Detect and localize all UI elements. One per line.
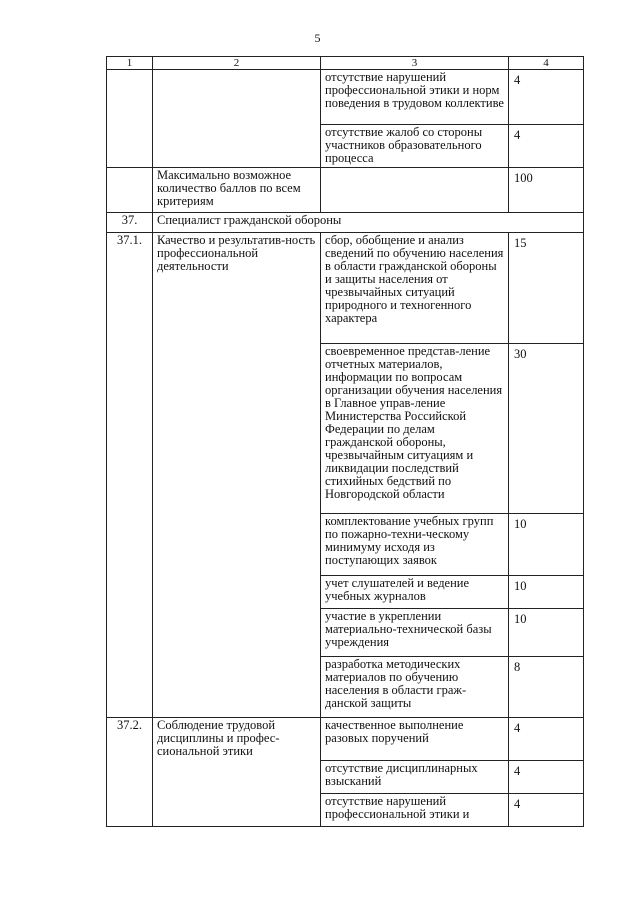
table-row <box>107 793 584 826</box>
cell-points: 4 <box>509 718 584 761</box>
cell-criterion <box>153 609 321 657</box>
cell-indicator: участие в укреплении материально-технической базы учреждения <box>321 609 509 657</box>
cell-criterion <box>153 657 321 718</box>
table-row <box>107 657 584 718</box>
cell-points: 15 <box>509 233 584 344</box>
cell-criterion: Максимально возможное количество баллов по всем критериям <box>153 168 321 213</box>
cell-indicator: разработка методических материалов по обучению населения в области граж-данской защиты <box>321 657 509 718</box>
cell-indicator <box>321 168 509 213</box>
cell-number <box>107 125 153 168</box>
table-row <box>107 125 584 168</box>
cell-points: 4 <box>509 70 584 125</box>
cell-number: 37.1. <box>107 233 153 344</box>
cell-number <box>107 609 153 657</box>
header-cell: 3 <box>321 57 509 70</box>
cell-criterion <box>153 125 321 168</box>
cell-indicator: учет слушателей и ведение учебных журналов <box>321 576 509 609</box>
cell-points: 4 <box>509 793 584 826</box>
cell-indicator: отсутствие дисциплинарных взысканий <box>321 760 509 793</box>
criteria-table <box>106 56 584 827</box>
cell-points: 10 <box>509 609 584 657</box>
cell-number <box>107 657 153 718</box>
cell-number <box>107 70 153 125</box>
table-row <box>107 70 584 125</box>
cell-indicator: комплектование учебных групп по пожарно-техни-ческому минимуму исходя из поступающих заявок <box>321 514 509 576</box>
cell-indicator: своевременное представ-ление отчетных материалов, информации по вопросам организации обучения населения в Главное управ-ление Министерства Российской Федерации по делам гражданской обороны, чрезвычайным ситуациям и ликвидации последствий стихийных бедствий по Новгородской области <box>321 344 509 514</box>
cell-indicator: отсутствие нарушений профессиональной этики и <box>321 793 509 826</box>
cell-criterion <box>153 514 321 576</box>
cell-points: 10 <box>509 576 584 609</box>
header-cell: 4 <box>509 57 584 70</box>
header-cell: 1 <box>107 57 153 70</box>
table-row <box>107 514 584 576</box>
page-number: 5 <box>314 31 321 45</box>
cell-points: 4 <box>509 760 584 793</box>
cell-number <box>107 760 153 793</box>
table-row <box>107 576 584 609</box>
cell-points: 100 <box>509 168 584 213</box>
table-row <box>107 233 584 344</box>
header-row <box>107 57 584 70</box>
cell-points: 4 <box>509 125 584 168</box>
cell-criterion <box>153 760 321 793</box>
section-row <box>107 213 584 233</box>
cell-number <box>107 793 153 826</box>
cell-indicator: сбор, обобщение и анализ сведений по обучению населения в области гражданской обороны и защиты населения от чрезвычайных ситуаций природного и техногенного характера <box>321 233 509 344</box>
table-row <box>107 718 584 761</box>
cell-number: 37. <box>107 213 153 233</box>
cell-criterion <box>153 576 321 609</box>
cell-criterion <box>153 344 321 514</box>
cell-indicator: отсутствие жалоб со стороны участников образовательного процесса <box>321 125 509 168</box>
cell-number <box>107 514 153 576</box>
cell-indicator: отсутствие нарушений профессиональной этики и норм поведения в трудовом коллективе <box>321 70 509 125</box>
table-row <box>107 168 584 213</box>
table-row <box>107 760 584 793</box>
cell-number: 37.2. <box>107 718 153 761</box>
cell-indicator: качественное выполнение разовых поручений <box>321 718 509 761</box>
cell-number <box>107 576 153 609</box>
header-cell: 2 <box>153 57 321 70</box>
cell-points: 10 <box>509 514 584 576</box>
cell-criterion <box>153 70 321 125</box>
cell-criterion: Соблюдение трудовой дисциплины и профес-сиональной этики <box>153 718 321 761</box>
cell-points: 8 <box>509 657 584 718</box>
cell-number <box>107 168 153 213</box>
section-title: Специалист гражданской обороны <box>153 213 584 233</box>
cell-number <box>107 344 153 514</box>
table-row <box>107 609 584 657</box>
cell-points: 30 <box>509 344 584 514</box>
cell-criterion <box>153 793 321 826</box>
cell-criterion: Качество и результатив-ность профессиональной деятельности <box>153 233 321 344</box>
table-row <box>107 344 584 514</box>
